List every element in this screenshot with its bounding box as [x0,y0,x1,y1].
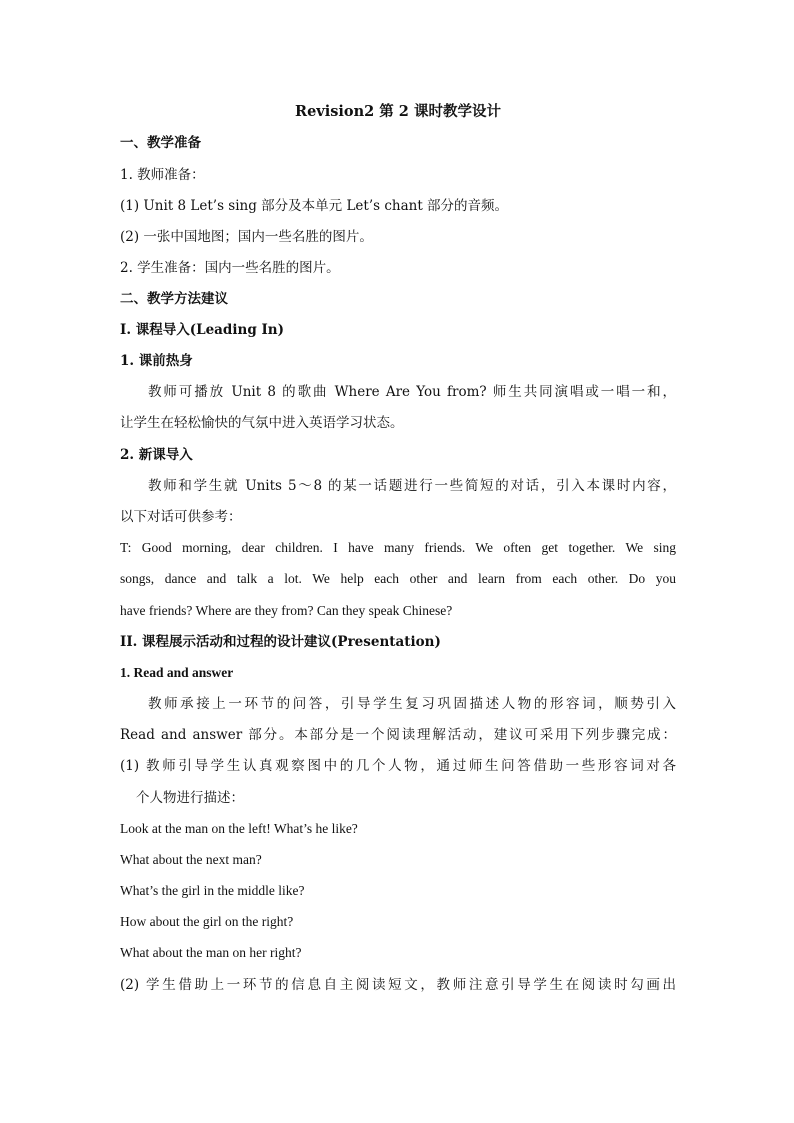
subheading-read-and-answer: 1. Read and answer [120,665,234,680]
dialogue-line-3: have friends? Where are they from? Can they speak Chinese? [120,603,453,618]
section-heading-preparation: 一、教学准备 [120,135,201,151]
line-student-prep: 2. 学生准备：国内一些名胜的图片。 [120,260,340,276]
paragraph-new-lesson-line-2: 以下对话可供参考： [120,509,242,525]
paragraph-read-line-2: Read and answer 部分。本部分是一个阅读理解活动，建议可采用下列步骤完成： [120,727,676,743]
section-heading-methods: 二、教学方法建议 [120,291,228,307]
line-prep-item-2: (2) 一张中国地图；国内一些名胜的图片。 [120,229,373,245]
line-prep-item-1: (1) Unit 8 Let’s sing 部分及本单元 Let’s chant 部分的音频。 [120,198,509,214]
subheading-new-lesson: 2. 新课导入 [120,447,193,463]
document-title: Revision2 第 2 课时教学设计 [295,103,501,120]
paragraph-new-lesson-line-1: 教师和学生就 Units 5～8 的某一话题进行一些简短的对话，引入本课时内容， [148,478,676,494]
question-line-1: Look at the man on the left! What’s he like? [120,821,358,836]
paragraph-warmup-line-2: 让学生在轻松愉快的气氛中进入英语学习状态。 [120,415,404,431]
question-line-5: What about the man on her right? [120,945,302,960]
question-line-4: How about the girl on the right? [120,914,294,929]
question-line-3: What’s the girl in the middle like? [120,883,305,898]
paragraph-read-line-1: 教师承接上一环节的问答，引导学生复习巩固描述人物的形容词，顺势引入 [148,696,676,712]
subheading-warmup: 1. 课前热身 [120,353,193,369]
subheading-leading-in: I. 课程导入(Leading In) [120,322,284,338]
line-teacher-prep: 1. 教师准备： [120,167,205,183]
step-1-line-1: (1) 教师引导学生认真观察图中的几个人物，通过师生问答借助一些形容词对各 [120,758,676,774]
dialogue-line-2: songs, dance and talk a lot. We help each other and learn from each other. Do you [120,571,676,586]
dialogue-line-1: T: Good morning, dear children. I have many friends. We often get together. We sing [120,540,676,555]
subheading-presentation: II. 课程展示活动和过程的设计建议(Presentation) [120,634,441,650]
question-line-2: What about the next man? [120,852,262,867]
step-1-line-2: 个人物进行描述： [136,790,244,806]
step-2-line-1: (2) 学生借助上一环节的信息自主阅读短文，教师注意引导学生在阅读时勾画出 [120,977,676,993]
paragraph-warmup-line-1: 教师可播放 Unit 8 的歌曲 Where Are You from? 师生共同演唱或一唱一和， [148,384,676,400]
